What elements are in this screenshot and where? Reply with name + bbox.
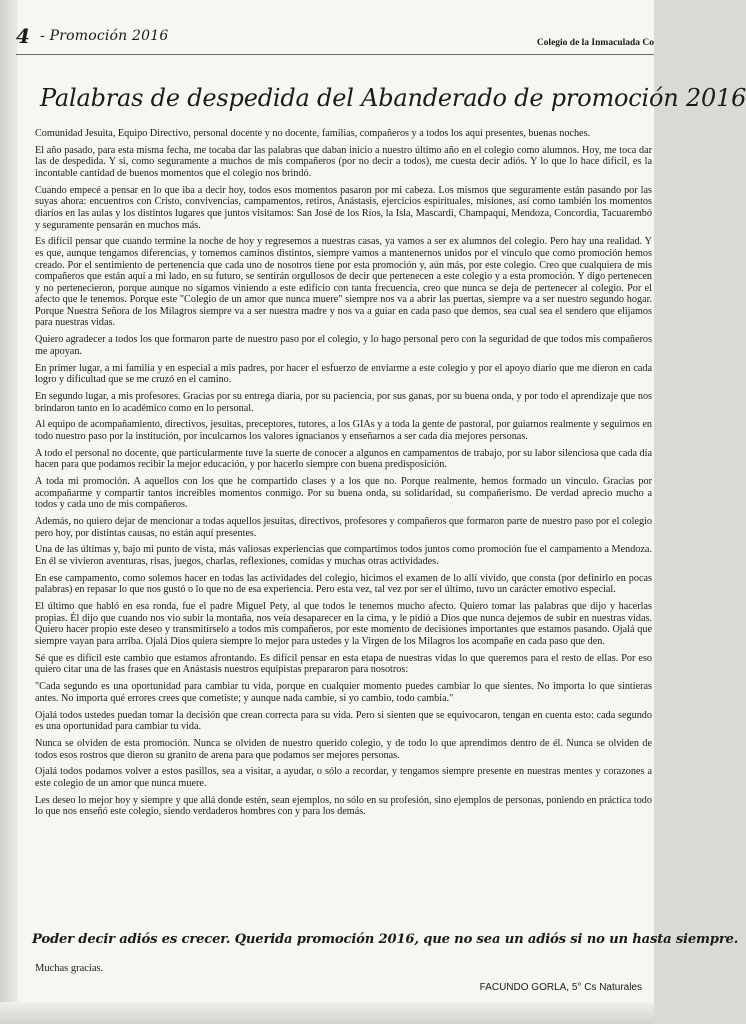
paragraph: El año pasado, para esta misma fecha, me tocaba dar las palabras que daban inicio a nuestro último año en el colegio como alumnos. Hoy, me toca dar las de despedida. Y sí, como seguramente a muchos de mis compañeros (por no decir a todos), me cuesta decir adiós. Y lo que lo hace difícil, es la incontable cantidad de buenos momentos que el colegio nos brindó. — [35, 144, 652, 179]
paragraph: Cuando empecé a pensar en lo que iba a decir hoy, todos esos momentos pasaron por mi cabeza. Los mismos que seguramente están pasando por las suyas ahora: encuentros con Cristo, convivencias, campamentos, retiros, Anástasis, ejercicios espirituales, misiones, así como también los momentos diarios en las aulas y los distintos lugares que juntos visitamos: San José de los Ríos, la Isla, Mascardi, Champaqui, Mendoza, Concordia, Tacuarembó y seguramente pensarán en muchos más. — [35, 184, 652, 231]
paragraph: Al equipo de acompañamiento, directivos, jesuitas, preceptores, tutores, a los GIAs y a toda la gente de pastoral, por guiarnos realmente y seguirnos en todo nuestro paso por la institución, por inculcarnos los valores ignacianos y enseñarnos a ser cada día mejores personas. — [35, 419, 652, 442]
thanks-line: Muchas gracias. — [35, 963, 104, 974]
paragraph: Ojalá todos ustedes puedan tomar la decisión que crean correcta para su vida. Pero si sienten que se equivocaron, tengan en cuenta esto: cada segundo es una oportunidad para cambiar tu vida. — [35, 709, 652, 733]
paragraph: Sé que es difícil este cambio que estamos afrontando. Es difícil pensar en esta etapa de nuestras vidas lo que queremos para el resto de ellas. Por eso quiero citar una de las frases que en Anástasis nuestros equipistas prepararon para nosotros: — [35, 652, 652, 676]
paragraph: Les deseo lo mejor hoy y siempre y que allá donde estén, sean ejemplos, no sólo en su profesión, sino ejemplos de personas, poniendo en práctica todo lo que nos enseñó este colegio, siendo verdaderos hombres con y para los demás. — [35, 794, 652, 818]
school-name: Colegio de la Inmaculada Co — [536, 38, 654, 48]
section-title: - Promoción 2016 — [40, 28, 168, 44]
author-signature: FACUNDO GORLA, 5° Cs Naturales — [479, 982, 642, 993]
paragraph: A todo el personal no docente, que particularmente tuve la suerte de conocer a algunos en campamentos de trabajo, por su labor silenciosa que cada día hacen para que podamos recibir la mejor educación, y por hacerlo siempre con buena predisposición. — [35, 447, 652, 471]
article-title: Palabras de despedida del Abanderado de promoción 2016 — [40, 84, 746, 112]
paragraph: Es difícil pensar que cuando termine la noche de hoy y regresemos a nuestras casas, ya vamos a ser ex alumnos del colegio. Pero hay una realidad. Y es que, aunque tengamos diferencias, y tomemos caminos distintos, siempre vamos a mantenernos unidos por el vínculo que como promoción hemos creado. Por el sentimiento de pertenencia que cada uno de nosotros tiene por esta promoción y, aún más, por este colegio. Creo que cualquiera de mis compañeros que están aquí a mi lado, en su futuro, se sentirán orgullosos de decir que pertenecen a este colegio y a esta promoción. Y digo pertenecen y no pertenecieron, porque aunque no sigamos viniendo a este edificio con tanta frecuencia, creo que nunca se deja de pertenecer al colegio. Por el afecto que le tenemos. Porque este "Colegio de un amor que nunca muere" siempre nos va a abrir las puertas, siempre va a ser nuestro segundo hogar. Porque Nuestra Señora de los Milagros siempre va a ser nuestra madre y nos va a guiar en cada paso que demos, sea cual sea el sendero que elijamos para nuestras vidas. — [35, 236, 652, 329]
paragraph: Quiero agradecer a todos los que formaron parte de nuestro paso por el colegio, y lo hago personal pero con la seguridad de que todos mis compañeros me apoyan. — [35, 334, 652, 357]
paragraph: Una de las últimas y, bajo mi punto de vista, más valiosas experiencias que compartimos todos juntos como promoción fue el campamento a Mendoza. En él se vivieron aventuras, risas, juegos, charlas, reflexiones, comidas y muchas otras actividades. — [35, 544, 652, 568]
quote-paragraph: "Cada segundo es una oportunidad para cambiar tu vida, porque en cualquier momento puedes cambiar lo que sientes. No importa lo que sintieras antes. No importa qué errores crees que cometiste; y aunque nada cambie, si yo cambio, todo cambia." — [35, 681, 652, 704]
paragraph: El último que habló en esa ronda, fue el padre Miguel Pety, al que todos le tenemos mucho afecto. Quiero tomar las palabras que dijo y hacerlas propias. Él dijo que cuando nos vio subir la montaña, nos veía desaparecer en la cima, y le pidió a Dios que nunca dejemos de subir en nuestras vidas. Quiero hacer propio este deseo y transmitírselo a todos mis compañeros, por este momento de decisiones importantes que estamos pasando. Ojalá que siempre vayan para arriba. Ojalá Dios quiera siempre lo mejor para ustedes y la Virgen de los Milagros los acompañe en cada paso que den. — [35, 601, 652, 647]
page-header — [16, 24, 654, 54]
header-divider — [16, 54, 654, 55]
closing-line: Poder decir adiós es crecer. Querida promoción 2016, que no sea un adiós si no un hasta siempre. — [32, 932, 739, 947]
paragraph: Comunidad Jesuita, Equipo Directivo, personal docente y no docente, familias, compañeros y a todos los aquí presentes, buenas noches. — [35, 128, 591, 139]
paragraph: En segundo lugar, a mis profesores. Gracias por su entrega diaria, por su paciencia, por sus ganas, por su buena onda, y por todo el aprendizaje que nos brindaron tanto en lo académico como en lo personal. — [35, 391, 652, 414]
page-binding-shadow — [0, 0, 18, 1024]
article-body — [35, 128, 652, 823]
paragraph: En primer lugar, a mi familia y en especial a mis padres, por hacer el esfuerzo de enviarme a este colegio y por el apoyo diario que me dieron en cada logro y dificultad que se me cruzó en el camino. — [35, 362, 652, 386]
paragraph: Además, no quiero dejar de mencionar a todas aquellos jesuitas, directivos, profesores y compañeros que formaron parte de nuestro paso por el colegio pero hoy, por distintas causas, no están aquí presentes. — [35, 516, 652, 539]
paragraph: A toda mi promoción. A aquellos con los que he compartido clases y a los que no. Porque realmente, hemos formado un vínculo. Gracias por acompañarme y compartir tantos increíbles momentos conmigo. Por su buena onda, su solidaridad, su compañerismo. De verdad aprecio mucho a todos y cada uno de mis compañeros. — [35, 476, 652, 511]
paragraph: En ese campamento, como solemos hacer en todas las actividades del colegio, hicimos el examen de lo allí vivido, que consta (por definirlo en pocas palabras) en repasar lo que nos gustó o lo que no de esa experiencia. Pero esta vez, tal vez por ser el último, tuvo un carácter emotivo especial. — [35, 572, 652, 596]
page-bottom-shadow — [0, 1002, 654, 1024]
paragraph: Ojalá todos podamos volver a estos pasillos, sea a visitar, a ayudar, o sólo a recordar, y tengamos siempre presente en nuestras mentes y corazones a este colegio de un amor que nunca muere. — [35, 766, 652, 789]
paragraph: Nunca se olviden de esta promoción. Nunca se olviden de nuestro querido colegio, y de todo lo que aprendimos dentro de él. Nunca se olviden de todos esos rostros que dieron su granito de arena para que podamos ser mejores personas. — [35, 737, 652, 761]
page-number: 4 — [16, 24, 30, 48]
